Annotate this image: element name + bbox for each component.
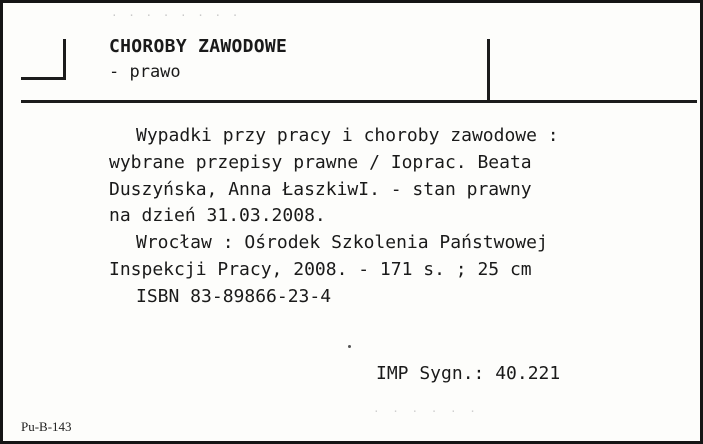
description-line: wybrane przepisy prawne / Ioprac. Beata bbox=[109, 151, 532, 173]
bibliographic-description bbox=[109, 123, 559, 311]
corner-mark-horizontal bbox=[21, 77, 66, 80]
faded-bottom-marks: · · · · · · bbox=[373, 405, 479, 418]
card-code: Pu-B-143 bbox=[21, 419, 72, 434]
faded-top-marks: · · · · · · · · bbox=[111, 9, 241, 22]
subject-subheading: - prawo bbox=[109, 62, 181, 82]
call-number: IMP Sygn.: 40.221 bbox=[376, 363, 561, 384]
subject-heading: CHOROBY ZAWODOWE bbox=[109, 36, 288, 57]
header-divider-vertical bbox=[487, 39, 490, 101]
description-line: Wrocław : Ośrodek Szkolenia Państwowej bbox=[136, 232, 548, 254]
corner-mark-vertical bbox=[63, 39, 66, 79]
ink-dot bbox=[348, 345, 351, 348]
header-rule bbox=[21, 100, 697, 103]
description-line: Inspekcji Pracy, 2008. - 171 s. ; 25 cm bbox=[109, 258, 532, 280]
isbn-line: ISBN 83-89866-23-4 bbox=[136, 285, 332, 307]
description-line: Duszyńska, Anna ŁaszkiwI. - stan prawny bbox=[109, 178, 532, 200]
description-line: na dzień 31.03.2008. bbox=[109, 205, 326, 227]
description-line: Wypadki przy pracy i choroby zawodowe : bbox=[136, 125, 559, 146]
